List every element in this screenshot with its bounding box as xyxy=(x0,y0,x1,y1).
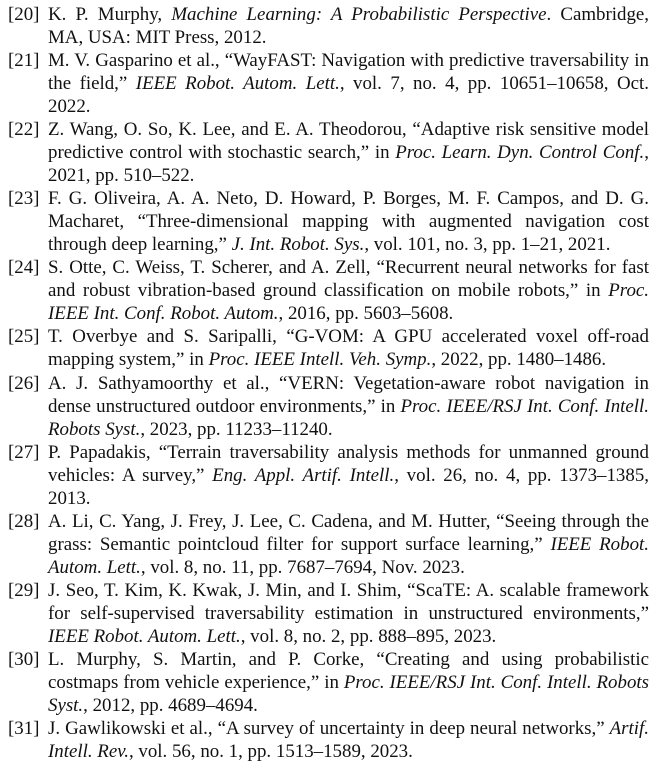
reference-number: [25] xyxy=(8,326,40,348)
reference-venue: Machine Learning: A Probabilistic Perspective xyxy=(171,4,547,25)
reference-number: [21] xyxy=(8,50,40,72)
reference-venue: Proc. IEEE Int. Conf. Robot. Autom. xyxy=(48,280,649,325)
reference-text xyxy=(48,579,649,648)
reference-segment: , 2023, pp. 11233–11240. xyxy=(140,418,333,440)
reference-text xyxy=(48,510,649,579)
reference-number: [22] xyxy=(8,119,40,141)
reference-entry xyxy=(8,372,649,441)
reference-segment: Z. Wang, O. So, K. Lee, and E. A. Theodorou, “Adaptive risk sensitive model predictive control with stochastic search,” in xyxy=(48,119,649,164)
reference-venue: J. Int. Robot. Sys. xyxy=(231,234,365,256)
reference-segment: , vol. 7, no. 4, pp. 10651–10658, Oct. 2022. xyxy=(48,73,649,118)
reference-segment: P. Papadakis, “Terrain traversability analysis methods for unmanned ground vehicles: A survey,” xyxy=(48,441,649,486)
reference-venue: IEEE Robot. Autom. Lett. xyxy=(48,625,241,647)
reference-venue: Proc. Learn. Dyn. Control Conf. xyxy=(395,142,645,164)
reference-text xyxy=(48,372,649,441)
reference-venue: Proc. IEEE/RSJ Int. Conf. Intell. Robots Syst. xyxy=(48,395,649,440)
reference-text xyxy=(48,256,649,325)
reference-entry xyxy=(8,256,649,325)
reference-segment: , vol. 8, no. 11, pp. 7687–7694, Nov. 2023. xyxy=(140,556,465,578)
reference-number: [28] xyxy=(8,510,40,532)
reference-text xyxy=(48,717,649,763)
reference-segment: . Cambridge, MA, USA: MIT Press, 2012. xyxy=(48,4,649,48)
reference-segment: S. Otte, C. Weiss, T. Scherer, and A. Zell, “Recurrent neural networks for fast and robust vibration-based ground classification on mobile robots,” in xyxy=(48,257,649,302)
reference-segment: A. Li, C. Yang, J. Frey, J. Lee, C. Cadena, and M. Hutter, “Seeing through the grass: Semantic pointcloud filter for support surface learning,” xyxy=(48,510,649,555)
reference-segment: , 2022, pp. 1480–1486. xyxy=(431,349,607,371)
reference-venue: Proc. IEEE/RSJ Int. Conf. Intell. Robots Syst. xyxy=(48,671,649,716)
reference-list xyxy=(8,3,649,763)
reference-text xyxy=(48,441,649,510)
reference-segment: K. P. Murphy, xyxy=(48,4,172,25)
reference-text xyxy=(48,3,649,49)
reference-entry xyxy=(8,717,649,763)
reference-entry xyxy=(8,510,649,579)
reference-segment: J. Seo, T. Kim, K. Kwak, J. Min, and I. Shim, “ScaTE: A. scalable framework for self-supervised traversability estimation in unstructured environments,” xyxy=(48,579,649,624)
reference-segment: A. J. Sathyamoorthy et al., “VERN: Vegetation-aware robot navigation in dense unstructured outdoor environments,” in xyxy=(48,372,649,417)
reference-entry xyxy=(8,325,649,371)
reference-number: [30] xyxy=(8,648,40,670)
reference-segment: , vol. 56, no. 1, pp. 1513–1589, 2023. xyxy=(128,741,413,763)
reference-entry xyxy=(8,3,649,49)
reference-segment: M. V. Gasparino et al., “WayFAST: Navigation with predictive traversability in the field,” xyxy=(48,50,649,95)
reference-text xyxy=(48,648,649,717)
reference-text xyxy=(48,118,649,187)
reference-text xyxy=(48,325,649,371)
reference-number: [20] xyxy=(8,4,40,25)
reference-number: [23] xyxy=(8,188,40,210)
reference-number: [27] xyxy=(8,441,40,463)
reference-text xyxy=(48,49,649,118)
reference-venue: IEEE Robot. Autom. Lett. xyxy=(48,533,649,578)
reference-entry xyxy=(8,579,649,648)
reference-number: [31] xyxy=(8,718,40,740)
reference-segment: , vol. 101, no. 3, pp. 1–21, 2021. xyxy=(364,234,611,256)
reference-text xyxy=(48,187,649,256)
reference-segment: , vol. 8, no. 2, pp. 888–895, 2023. xyxy=(240,625,497,647)
reference-segment: , 2012, pp. 4689–4694. xyxy=(83,694,258,716)
reference-segment: T. Overbye and S. Saripalli, “G-VOM: A GPU accelerated voxel off-road mapping system,” in xyxy=(48,326,649,371)
reference-segment: J. Gawlikowski et al., “A survey of uncertainty in deep neural networks,” xyxy=(48,718,610,740)
reference-segment: L. Murphy, S. Martin, and P. Corke, “Creating and using probabilistic costmaps from vehicle experience,” in xyxy=(48,648,649,693)
reference-segment: F. G. Oliveira, A. A. Neto, D. Howard, P. Borges, M. F. Campos, and D. G. Macharet, “Three-dimensional mapping with augmented navigation cost through deep learning,” xyxy=(48,188,649,256)
reference-entry xyxy=(8,648,649,717)
reference-venue: Eng. Appl. Artif. Intell. xyxy=(212,464,395,486)
reference-number: [26] xyxy=(8,372,40,394)
reference-venue: Proc. IEEE Intell. Veh. Symp. xyxy=(208,349,432,371)
reference-number: [29] xyxy=(8,579,40,601)
reference-entry xyxy=(8,441,649,510)
reference-venue: Artif. Intell. Rev. xyxy=(48,718,649,763)
reference-entry xyxy=(8,118,649,187)
reference-segment: , 2021, pp. 510–522. xyxy=(48,142,649,187)
reference-entry xyxy=(8,49,649,118)
reference-segment: , vol. 26, no. 4, pp. 1373–1385, 2013. xyxy=(48,464,649,509)
reference-segment: , 2016, pp. 5603–5608. xyxy=(278,303,454,325)
reference-entry xyxy=(8,187,649,256)
reference-venue: IEEE Robot. Autom. Lett. xyxy=(135,73,340,95)
reference-number: [24] xyxy=(8,257,40,279)
